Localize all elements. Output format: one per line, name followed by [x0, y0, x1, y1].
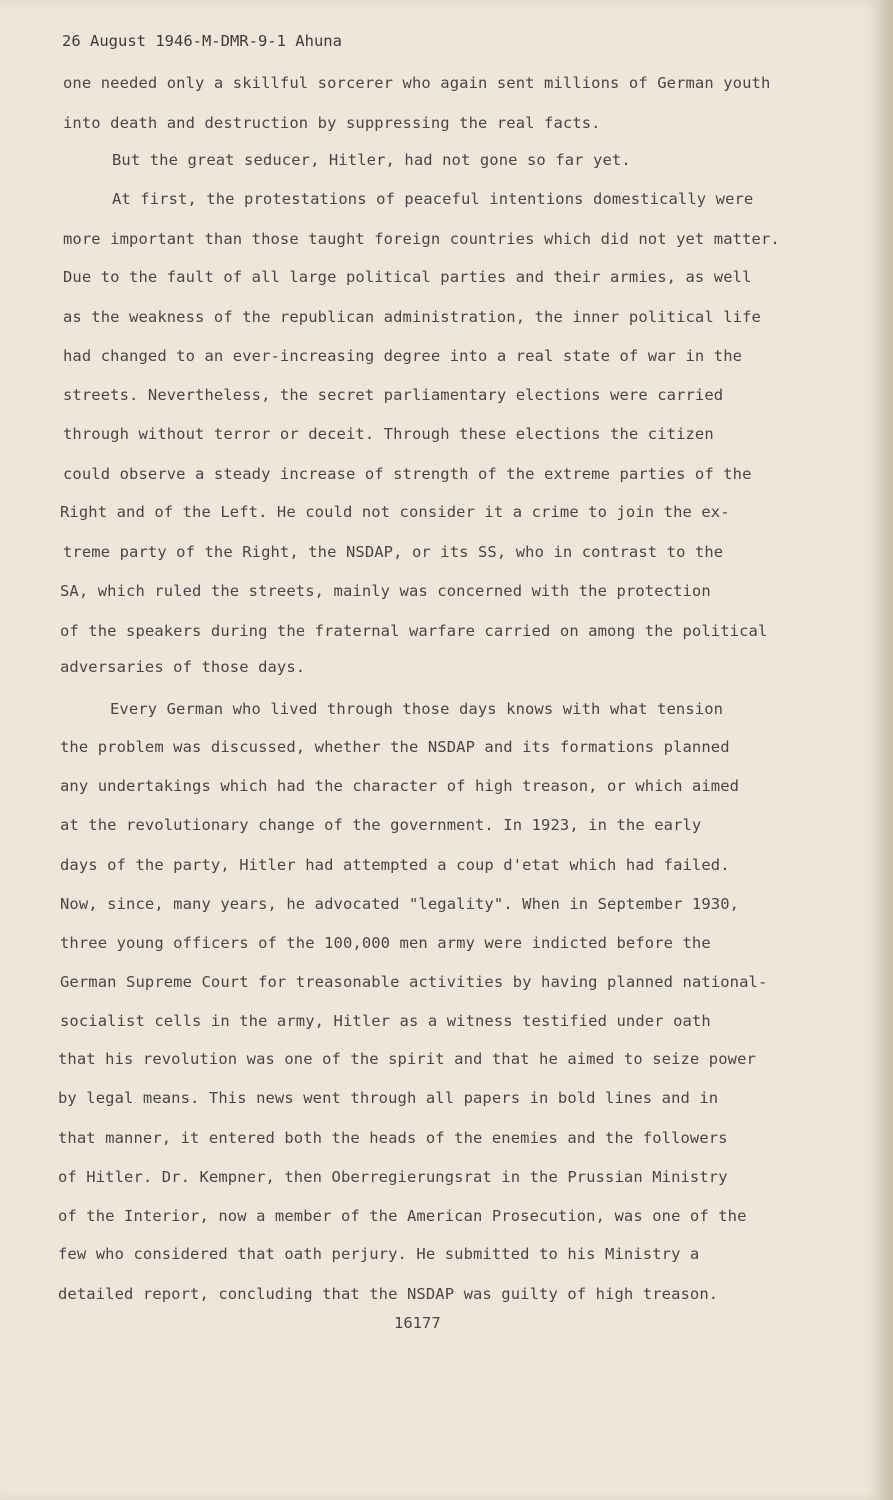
text-line: socialist cells in the army, Hitler as a witness testified under oath	[60, 1012, 711, 1030]
page-number: 16177	[394, 1314, 441, 1332]
text-line: one needed only a skillful sorcerer who again sent millions of German youth	[63, 74, 771, 92]
text-line: more important than those taught foreign countries which did not yet matter.	[63, 230, 780, 248]
text-line: by legal means. This news went through all papers in bold lines and in	[58, 1089, 719, 1107]
text-line: German Supreme Court for treasonable activities by having planned national-	[60, 973, 768, 991]
text-line: through without terror or deceit. Through these elections the citizen	[63, 425, 714, 443]
text-line: few who considered that oath perjury. He submitted to his Ministry a	[58, 1245, 700, 1263]
text-line: of Hitler. Dr. Kempner, then Oberregierungsrat in the Prussian Ministry	[58, 1168, 728, 1186]
text-line: streets. Nevertheless, the secret parliamentary elections were carried	[63, 386, 724, 404]
text-line: treme party of the Right, the NSDAP, or its SS, who in contrast to the	[63, 543, 724, 561]
text-line: Every German who lived through those days knows with what tension	[110, 700, 724, 718]
text-line: as the weakness of the republican administration, the inner political life	[63, 308, 761, 326]
text-line: that manner, it entered both the heads of the enemies and the followers	[58, 1129, 728, 1147]
text-line: into death and destruction by suppressing the real facts.	[63, 114, 601, 132]
text-line: the problem was discussed, whether the NSDAP and its formations planned	[60, 738, 730, 756]
text-line: Now, since, many years, he advocated "legality". When in September 1930,	[60, 895, 740, 913]
text-line: Right and of the Left. He could not consider it a crime to join the ex-	[60, 503, 730, 521]
text-line: any undertakings which had the character of high treason, or which aimed	[60, 777, 740, 795]
text-line: detailed report, concluding that the NSDAP was guilty of high treason.	[58, 1285, 719, 1303]
text-line: of the Interior, now a member of the American Prosecution, was one of the	[58, 1207, 747, 1225]
text-line: had changed to an ever-increasing degree into a real state of war in the	[63, 347, 743, 365]
page-edge	[880, 0, 893, 1500]
text-line: Due to the fault of all large political parties and their armies, as well	[63, 268, 752, 286]
text-line: that his revolution was one of the spirit and that he aimed to seize power	[58, 1050, 756, 1068]
text-line: days of the party, Hitler had attempted a coup d'etat which had failed.	[60, 856, 730, 874]
document-header: 26 August 1946-M-DMR-9-1 Ahuna	[62, 32, 342, 50]
text-line: SA, which ruled the streets, mainly was concerned with the protection	[60, 582, 711, 600]
text-line: adversaries of those days.	[60, 658, 306, 676]
text-line: At first, the protestations of peaceful intentions domestically were	[112, 190, 754, 208]
text-line: of the speakers during the fraternal warfare carried on among the political	[60, 622, 768, 640]
text-line: But the great seducer, Hitler, had not gone so far yet.	[112, 151, 631, 169]
text-line: could observe a steady increase of strength of the extreme parties of the	[63, 465, 752, 483]
text-line: at the revolutionary change of the government. In 1923, in the early	[60, 816, 702, 834]
text-line: three young officers of the 100,000 men army were indicted before the	[60, 934, 711, 952]
